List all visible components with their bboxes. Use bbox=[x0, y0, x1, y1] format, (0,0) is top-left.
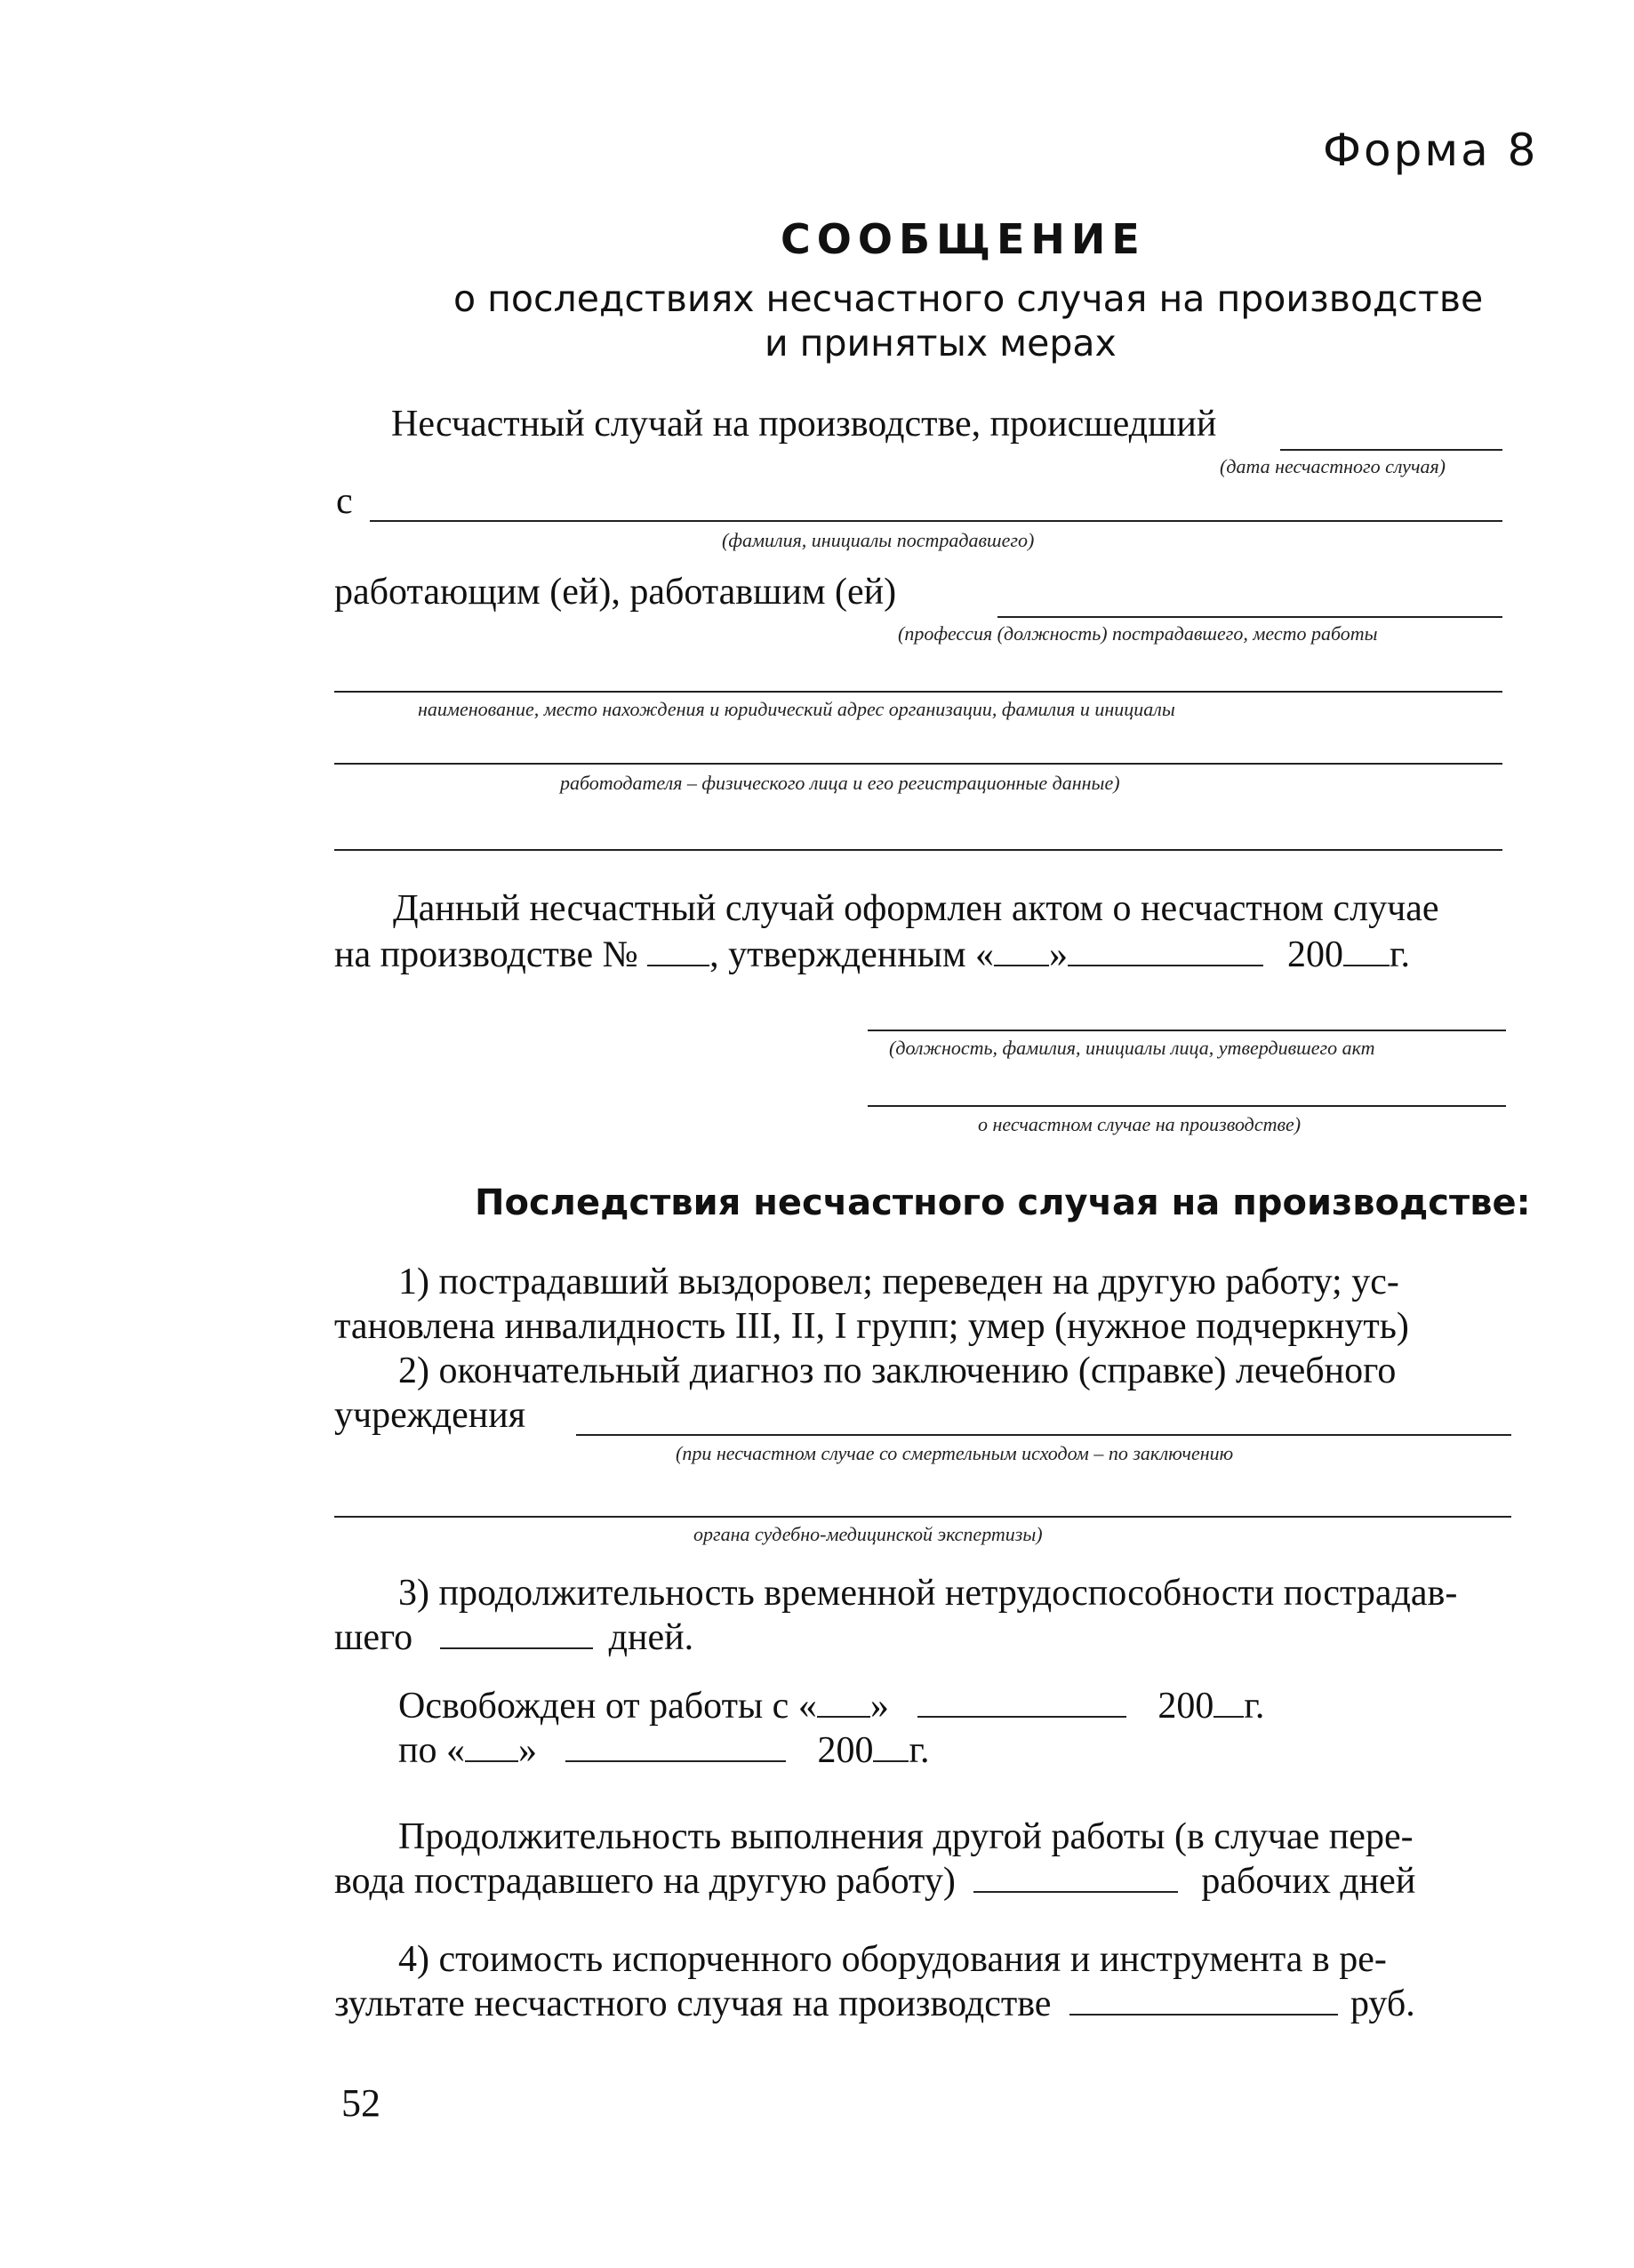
employer-field[interactable] bbox=[334, 763, 1502, 765]
profession-caption: (профессия (должность) пострадавшего, место работы bbox=[898, 622, 1378, 645]
damage-cost-field[interactable] bbox=[1069, 1983, 1338, 2016]
document-title: СООБЩЕНИЕ bbox=[781, 215, 1146, 263]
document-subtitle-line2: и принятых мерах bbox=[765, 322, 1117, 365]
approver-caption-2: о несчастном случае на производстве) bbox=[978, 1113, 1302, 1135]
organization-field[interactable] bbox=[334, 691, 1502, 693]
incident-date-caption: (дата несчастного случая) bbox=[1220, 455, 1446, 477]
with-prefix: с bbox=[336, 481, 353, 522]
item3-suffix: дней. bbox=[608, 1617, 694, 1658]
incident-date-field[interactable] bbox=[1280, 449, 1502, 451]
until-day-field[interactable] bbox=[465, 1730, 518, 1762]
profession-field[interactable] bbox=[997, 616, 1502, 618]
other-work-unit: рабочих дней bbox=[1201, 1861, 1416, 1902]
released-line bbox=[398, 1685, 1264, 1727]
document-subtitle-line1: о последствиях несчастного случая на производстве bbox=[453, 277, 1484, 320]
forensic-caption: органа судебно-медицинской экспертизы) bbox=[693, 1523, 1043, 1545]
item3-prefix: шего bbox=[334, 1617, 413, 1658]
act-number-label: на производстве № bbox=[334, 934, 638, 975]
form-label: Форма 8 bbox=[1323, 124, 1539, 176]
act-year-field[interactable] bbox=[1343, 934, 1390, 966]
employer-caption: работодателя – физического лица и его регистрационные данные) bbox=[560, 772, 1120, 794]
other-work-label: вода пострадавшего на другую работу) bbox=[334, 1861, 956, 1902]
item3-line2 bbox=[334, 1616, 693, 1659]
item3-line1: 3) продолжительность временной нетрудоспособности пострадав- bbox=[398, 1573, 1458, 1614]
other-work-line2 bbox=[334, 1860, 1415, 1903]
released-day-field[interactable] bbox=[817, 1686, 870, 1718]
item1-line1: 1) пострадавший выздоровел; переведен на другую работу; ус- bbox=[398, 1262, 1399, 1302]
page-number: 52 bbox=[341, 2081, 380, 2125]
act-quote-close: » bbox=[1049, 934, 1069, 975]
item2-line1: 2) окончательный диагноз по заключению (справке) лечебного bbox=[398, 1350, 1397, 1391]
item1-line2: тановлена инвалидность III, II, I групп; умер (нужное подчеркнуть) bbox=[334, 1306, 1409, 1347]
approver-caption: (должность, фамилия, инициалы лица, утвердившего акт bbox=[889, 1037, 1375, 1059]
incident-date-text: Несчастный случай на производстве, происшедший bbox=[391, 404, 1217, 445]
until-label: по « bbox=[398, 1730, 465, 1771]
item4-line1: 4) стоимость испорченного оборудования и инструмента в ре- bbox=[398, 1939, 1387, 1980]
extra-field[interactable] bbox=[334, 849, 1502, 851]
item4-unit: руб. bbox=[1350, 1983, 1415, 2024]
released-quote-close: » bbox=[869, 1686, 889, 1727]
released-label: Освобожден от работы с « bbox=[398, 1686, 817, 1727]
act-year-suffix: г. bbox=[1390, 934, 1411, 975]
item2-line2: учреждения bbox=[334, 1395, 526, 1436]
diagnosis-caption: (при несчастном случае со смертельным исходом – по заключению bbox=[676, 1442, 1234, 1464]
victim-name-field[interactable] bbox=[370, 520, 1502, 522]
victim-name-caption: (фамилия, инициалы пострадавшего) bbox=[722, 529, 1035, 551]
diagnosis-field[interactable] bbox=[576, 1434, 1511, 1436]
act-day-field[interactable] bbox=[994, 934, 1049, 966]
released-year-field[interactable] bbox=[1213, 1686, 1244, 1718]
released-year-suffix: г. bbox=[1244, 1686, 1265, 1727]
until-year-field[interactable] bbox=[873, 1730, 909, 1762]
until-year-prefix: 200 bbox=[817, 1730, 874, 1771]
sick-days-field[interactable] bbox=[440, 1617, 593, 1649]
item4-line2 bbox=[334, 1983, 1415, 2025]
approver-field[interactable] bbox=[868, 1030, 1506, 1031]
other-work-line1: Продолжительность выполнения другой работы (в случае пере- bbox=[398, 1816, 1414, 1857]
organization-caption: наименование, место нахождения и юридический адрес организации, фамилия и инициалы bbox=[418, 698, 1175, 720]
act-month-field[interactable] bbox=[1068, 934, 1263, 966]
diagnosis-field-2[interactable] bbox=[334, 1516, 1511, 1518]
approver-field-2[interactable] bbox=[868, 1105, 1506, 1107]
consequences-heading: Последствия несчастного случая на производстве: bbox=[475, 1182, 1531, 1223]
act-approved-label: , утвержденным « bbox=[709, 934, 995, 975]
released-year-prefix: 200 bbox=[1157, 1686, 1214, 1727]
act-text-line2 bbox=[334, 934, 1410, 976]
other-work-days-field[interactable] bbox=[973, 1861, 1178, 1893]
act-number-field[interactable] bbox=[647, 934, 709, 966]
until-line bbox=[398, 1729, 929, 1772]
until-month-field[interactable] bbox=[565, 1730, 786, 1762]
working-text: работающим (ей), работавшим (ей) bbox=[334, 572, 897, 613]
released-month-field[interactable] bbox=[917, 1686, 1126, 1718]
until-year-suffix: г. bbox=[909, 1730, 930, 1771]
act-year-prefix: 200 bbox=[1287, 934, 1344, 975]
item4-label: зультате несчастного случая на производстве bbox=[334, 1983, 1052, 2024]
until-quote-close: » bbox=[517, 1730, 537, 1771]
act-text-line1: Данный несчастный случай оформлен актом о несчастном случае bbox=[393, 888, 1439, 929]
